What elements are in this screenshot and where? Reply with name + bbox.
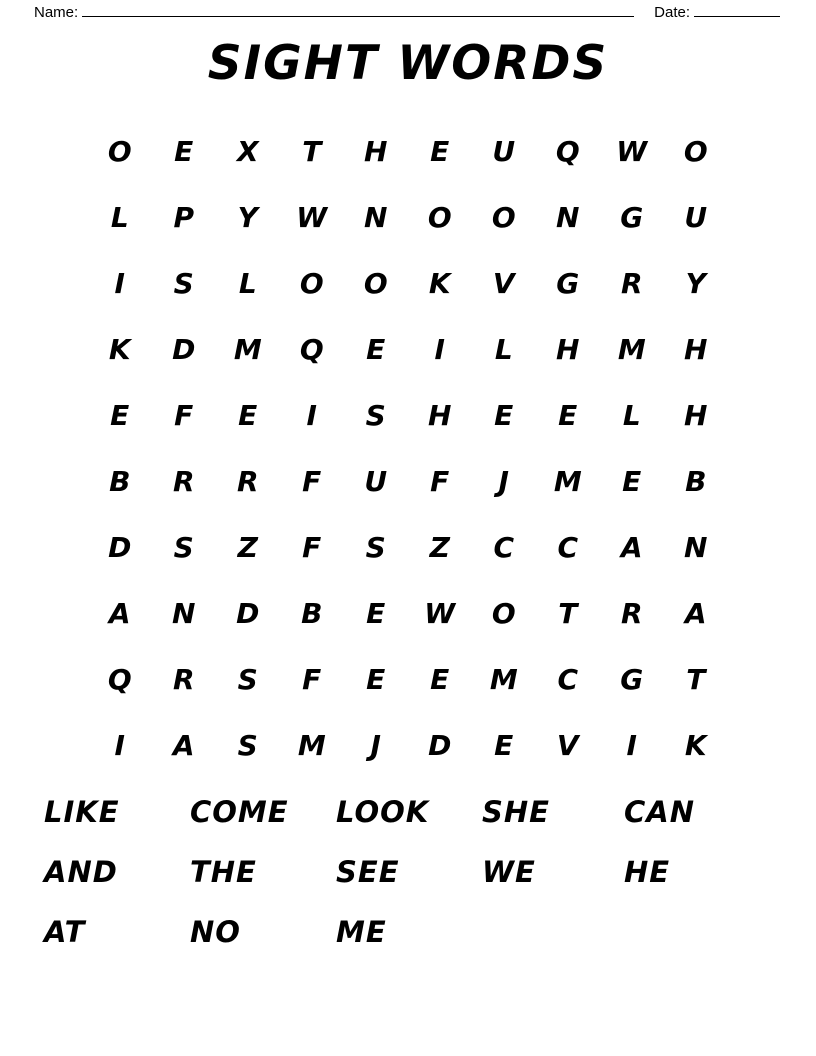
grid-cell: J: [370, 728, 382, 762]
date-write-line: [694, 2, 780, 17]
grid-cell: I: [306, 398, 318, 432]
word-list-item: WE: [482, 855, 536, 889]
grid-cell: V: [556, 728, 580, 762]
grid-cell: I: [626, 728, 638, 762]
grid-cell: Z: [237, 530, 259, 564]
grid-cell: H: [364, 134, 388, 168]
grid-cell: M: [553, 464, 583, 498]
word-list-item: AND: [44, 855, 118, 889]
grid-cell: D: [236, 596, 260, 630]
grid-cell: L: [622, 398, 642, 432]
grid-cell: O: [683, 134, 709, 168]
grid-cell: S: [237, 662, 259, 696]
grid-cell: M: [617, 332, 647, 366]
word-list-item: COME: [190, 795, 289, 829]
grid-cell: C: [493, 530, 515, 564]
grid-cell: Z: [429, 530, 451, 564]
grid-cell: F: [302, 464, 322, 498]
grid-cell: H: [556, 332, 580, 366]
grid-cell: L: [238, 266, 258, 300]
grid-cell: T: [302, 134, 322, 168]
worksheet-header: [34, 2, 782, 26]
grid-cell: F: [174, 398, 194, 432]
grid-cell: R: [620, 266, 644, 300]
grid-cell: M: [489, 662, 519, 696]
grid-cell: H: [684, 398, 708, 432]
name-label: Name:: [34, 4, 79, 21]
grid-cell: Q: [107, 662, 133, 696]
word-list-item: SHE: [482, 795, 550, 829]
word-list-item: LIKE: [44, 795, 120, 829]
grid-cell: E: [110, 398, 130, 432]
word-list-item: CAN: [624, 795, 695, 829]
grid-cell: H: [684, 332, 708, 366]
grid-cell: E: [430, 134, 450, 168]
grid-cell: B: [301, 596, 323, 630]
grid-cell: O: [299, 266, 325, 300]
grid-cell: U: [492, 134, 516, 168]
grid-cell: Y: [237, 200, 259, 234]
grid-cell: A: [172, 728, 196, 762]
grid-cell: D: [172, 332, 196, 366]
word-list-item: ME: [336, 915, 387, 949]
grid-cell: W: [424, 596, 456, 630]
grid-cell: J: [498, 464, 510, 498]
word-list-item: THE: [190, 855, 257, 889]
grid-cell: K: [108, 332, 132, 366]
grid-cell: N: [364, 200, 388, 234]
grid-cell: W: [616, 134, 648, 168]
grid-cell: V: [492, 266, 516, 300]
grid-cell: A: [684, 596, 708, 630]
grid-cell: L: [110, 200, 130, 234]
grid-cell: R: [620, 596, 644, 630]
grid-cell: A: [620, 530, 644, 564]
grid-cell: P: [173, 200, 195, 234]
grid-cell: E: [366, 332, 386, 366]
name-write-line: [82, 2, 634, 17]
grid-cell: F: [302, 662, 322, 696]
grid-cell: E: [430, 662, 450, 696]
grid-cell: W: [296, 200, 328, 234]
page-title: SIGHT WORDS: [207, 36, 609, 91]
grid-cell: D: [108, 530, 132, 564]
date-label: Date:: [654, 4, 690, 21]
grid-cell: D: [428, 728, 452, 762]
grid-cell: G: [620, 662, 644, 696]
grid-cell: U: [684, 200, 708, 234]
grid-cell: C: [557, 530, 579, 564]
grid-cell: F: [430, 464, 450, 498]
word-list-item: HE: [624, 855, 671, 889]
grid-cell: R: [172, 464, 196, 498]
grid-cell: U: [364, 464, 388, 498]
word-list-item: LOOK: [336, 795, 430, 829]
word-list: [44, 782, 744, 962]
grid-cell: X: [236, 134, 260, 168]
grid-cell: B: [685, 464, 707, 498]
grid-cell: N: [684, 530, 708, 564]
grid-cell: B: [109, 464, 131, 498]
grid-cell: F: [302, 530, 322, 564]
word-list-item: NO: [190, 915, 241, 949]
grid-cell: L: [494, 332, 514, 366]
grid-cell: T: [558, 596, 578, 630]
grid-cell: A: [108, 596, 132, 630]
grid-cell: M: [297, 728, 327, 762]
grid-cell: Q: [299, 332, 325, 366]
grid-cell: O: [491, 200, 517, 234]
grid-cell: N: [172, 596, 196, 630]
grid-cell: E: [494, 398, 514, 432]
grid-cell: N: [556, 200, 580, 234]
grid-cell: K: [428, 266, 452, 300]
grid-cell: R: [236, 464, 260, 498]
grid-cell: S: [365, 398, 387, 432]
grid-cell: S: [237, 728, 259, 762]
grid-cell: O: [491, 596, 517, 630]
grid-cell: E: [366, 662, 386, 696]
grid-cell: G: [620, 200, 644, 234]
grid-cell: S: [365, 530, 387, 564]
grid-cell: I: [434, 332, 446, 366]
grid-cell: O: [363, 266, 389, 300]
grid-cell: H: [428, 398, 452, 432]
grid-cell: E: [558, 398, 578, 432]
word-list-item: AT: [44, 915, 86, 949]
grid-cell: S: [173, 266, 195, 300]
grid-cell: G: [556, 266, 580, 300]
grid-cell: E: [366, 596, 386, 630]
grid-cell: C: [557, 662, 579, 696]
word-search-grid: [88, 118, 728, 778]
grid-cell: Q: [555, 134, 581, 168]
grid-cell: S: [173, 530, 195, 564]
grid-cell: R: [172, 662, 196, 696]
grid-cell: M: [233, 332, 263, 366]
word-list-item: SEE: [336, 855, 400, 889]
grid-cell: I: [114, 266, 126, 300]
grid-cell: E: [174, 134, 194, 168]
grid-cell: I: [114, 728, 126, 762]
grid-cell: Y: [685, 266, 707, 300]
grid-cell: T: [686, 662, 706, 696]
grid-cell: K: [684, 728, 708, 762]
grid-cell: O: [427, 200, 453, 234]
grid-cell: E: [494, 728, 514, 762]
grid-cell: E: [622, 464, 642, 498]
grid-cell: E: [238, 398, 258, 432]
grid-cell: O: [107, 134, 133, 168]
